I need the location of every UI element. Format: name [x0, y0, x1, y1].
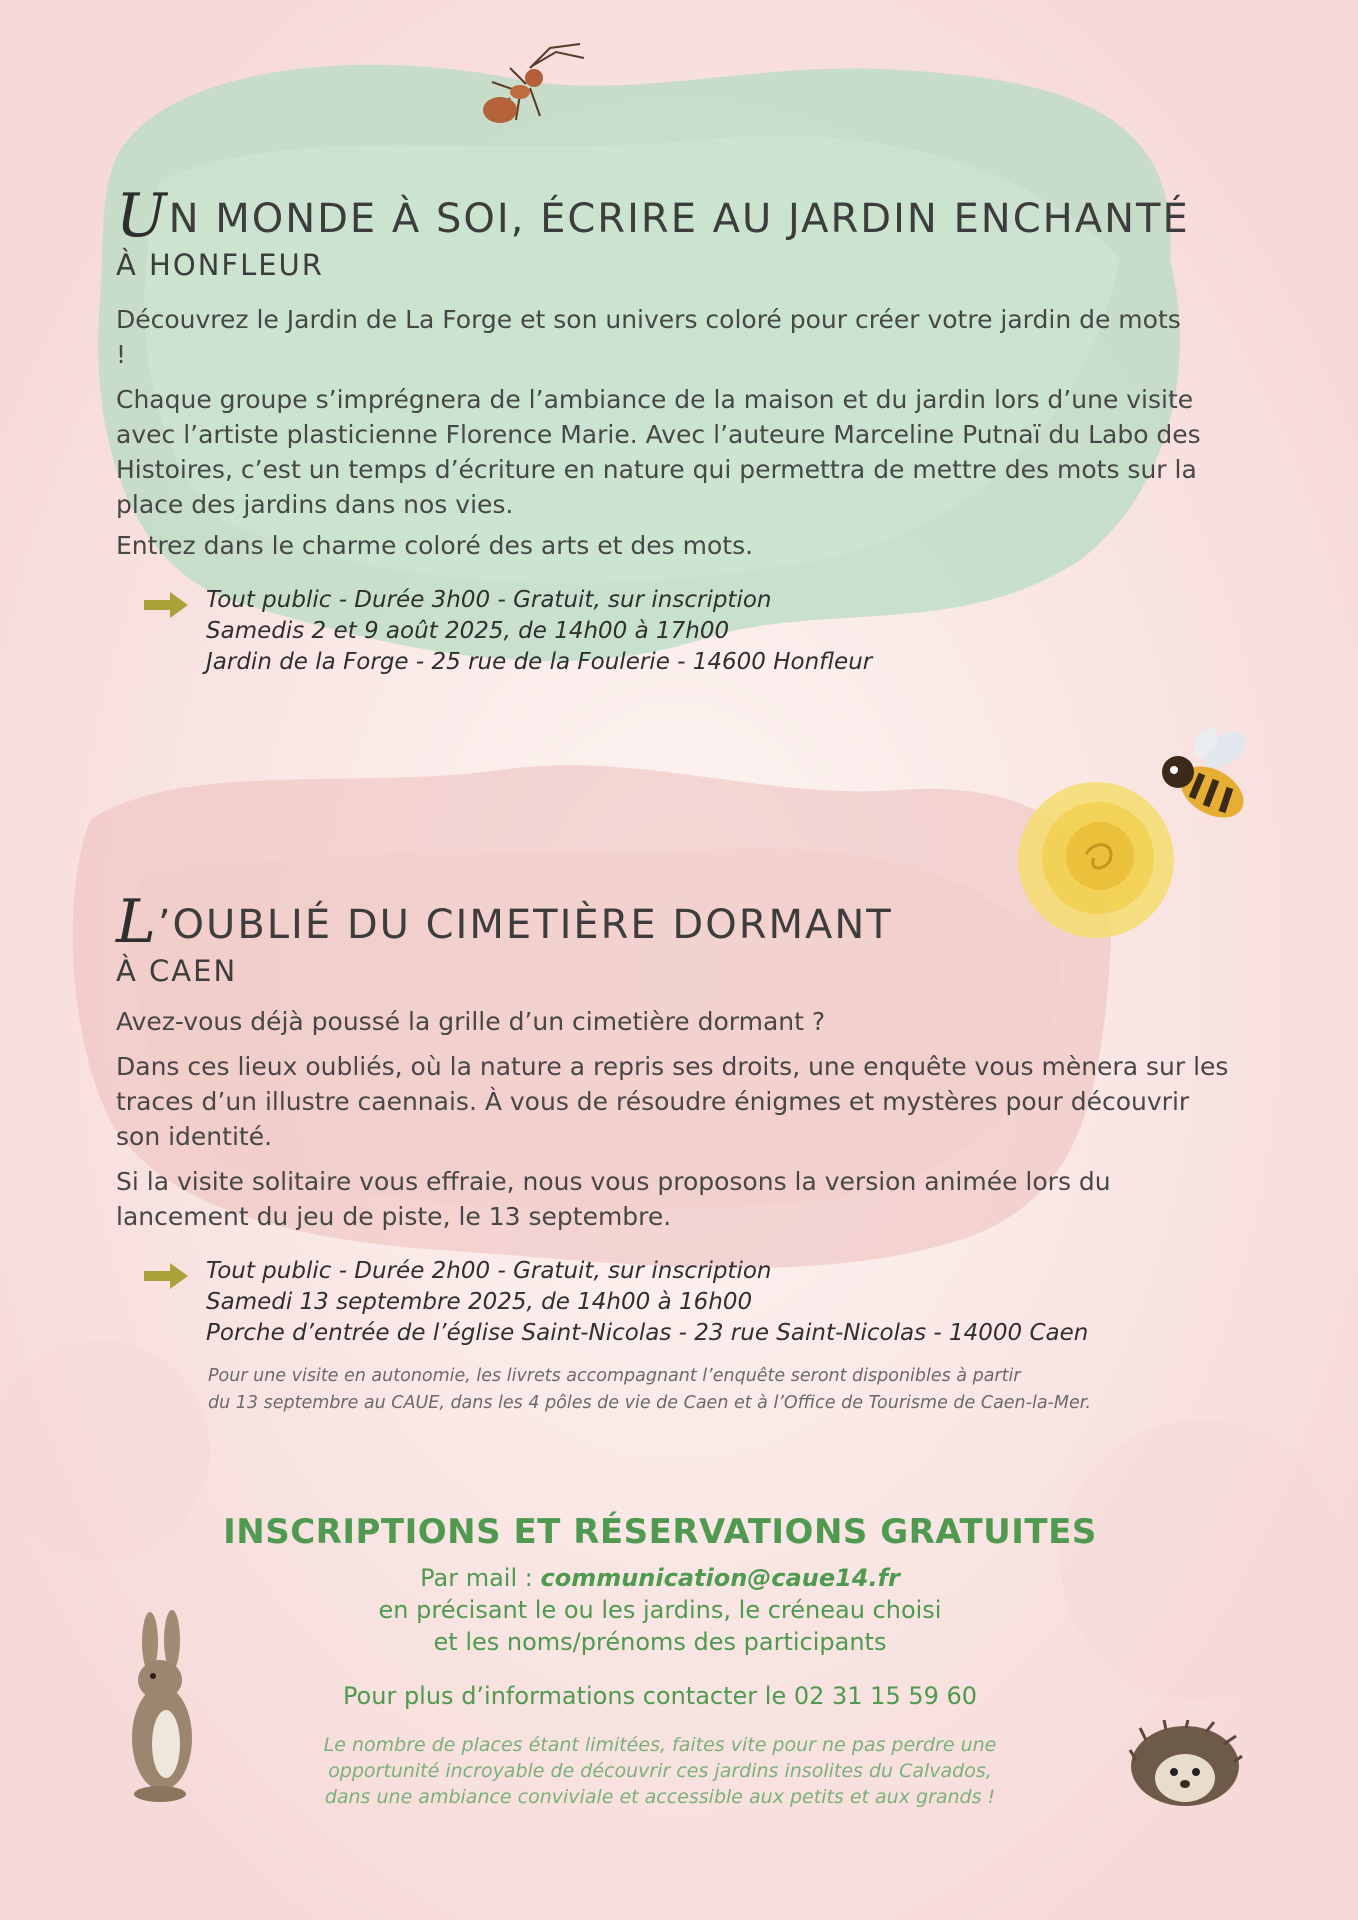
- event-audience: Tout public - Durée 3h00 - Gratuit, sur inscription: [206, 587, 772, 613]
- ant-icon: [470, 38, 600, 138]
- paragraph: Dans ces lieux oubliés, où la nature a repris ses droits, une enquête vous mènera sur les traces d’un illustre caennais. À vous de résoudre énigmes et mystères pour découvrir son identité.: [116, 1052, 1229, 1151]
- disclaimer-line: dans une ambiance conviviale et accessible aux petits et aux grands !: [324, 1786, 996, 1808]
- arrow-icon: [144, 1261, 188, 1291]
- disclaimer-line: Le nombre de places étant limitées, faites vite pour ne pas perdre une: [323, 1734, 997, 1756]
- title-text: ’OUBLIÉ DU CIMETIÈRE DORMANT: [157, 902, 893, 948]
- disclaimer-line: opportunité incroyable de découvrir ces jardins insolites du Calvados,: [328, 1760, 992, 1782]
- mail-prefix: Par mail :: [420, 1564, 541, 1592]
- hedgehog-icon: [1126, 1720, 1244, 1810]
- instructions-line: en précisant le ou les jardins, le créneau choisi: [378, 1596, 942, 1624]
- event-date: Samedi 13 septembre 2025, de 14h00 à 16h00: [206, 1289, 753, 1315]
- event-audience: Tout public - Durée 2h00 - Gratuit, sur inscription: [206, 1258, 772, 1284]
- event-date: Samedis 2 et 9 août 2025, de 14h00 à 17h00: [206, 618, 730, 644]
- section-subtitle: À CAEN: [116, 954, 238, 988]
- contact-phone: Pour plus d’informations contacter le 02 31 15 59 60: [342, 1682, 978, 1710]
- note-line: du 13 septembre au CAUE, dans les 4 pôles de vie de Caen et à l’Office de Tourisme de Caen-la-Mer.: [208, 1393, 1091, 1413]
- registration-title: INSCRIPTIONS ET RÉSERVATIONS GRATUITES: [223, 1512, 1097, 1552]
- section-title: [116, 887, 1236, 957]
- arrow-icon: [144, 590, 188, 620]
- section-title: [116, 181, 1236, 251]
- event-address: Porche d’entrée de l’église Saint-Nicolas - 23 rue Saint-Nicolas - 14000 Caen: [206, 1320, 1089, 1346]
- event-info: [116, 1256, 1236, 1349]
- event-address: Jardin de la Forge - 25 rue de la Foulerie - 14600 Honfleur: [206, 649, 873, 675]
- section-honfleur: [116, 181, 1236, 678]
- registration-block: [180, 1512, 1140, 1810]
- note-line: Pour une visite en autonomie, les livrets accompagnant l’enquête seront disponibles à partir: [208, 1366, 1021, 1386]
- title-initial: L: [116, 887, 156, 957]
- title-initial: U: [116, 181, 167, 251]
- paragraph: Avez-vous déjà poussé la grille d’un cimetière dormant ?: [116, 1007, 826, 1036]
- instructions-line: et les noms/prénoms des participants: [433, 1628, 887, 1656]
- disclaimer: [180, 1732, 1140, 1810]
- title-text: N MONDE À SOI, ÉCRIRE AU JARDIN ENCHANTÉ: [168, 196, 1190, 242]
- paragraph: Si la visite solitaire vous effraie, nous vous proposons la version animée lors du lancement du jeu de piste, le 13 septembre.: [116, 1167, 1111, 1231]
- mail-line: [180, 1562, 1140, 1594]
- section-subtitle: À HONFLEUR: [116, 248, 324, 282]
- autonomy-note: [208, 1363, 1236, 1417]
- paragraph: Entrez dans le charme coloré des arts et des mots.: [116, 531, 754, 560]
- event-info: [116, 585, 1236, 678]
- bee-icon: [1140, 720, 1260, 840]
- paragraph: Découvrez le Jardin de La Forge et son univers coloré pour créer votre jardin de mots !: [116, 305, 1181, 369]
- email-link[interactable]: communication@caue14.fr: [540, 1564, 900, 1592]
- section-caen: [116, 887, 1236, 1417]
- paragraph: Chaque groupe s’imprégnera de l’ambiance de la maison et du jardin lors d’une visite avec l’artiste plasticienne Florence Marie. Avec l’auteure Marceline Putnaï du Labo des Histoires, c’est un temps d’écriture en nature qui permettra de mettre des mots sur la place des jardins dans nos vies.: [116, 385, 1201, 519]
